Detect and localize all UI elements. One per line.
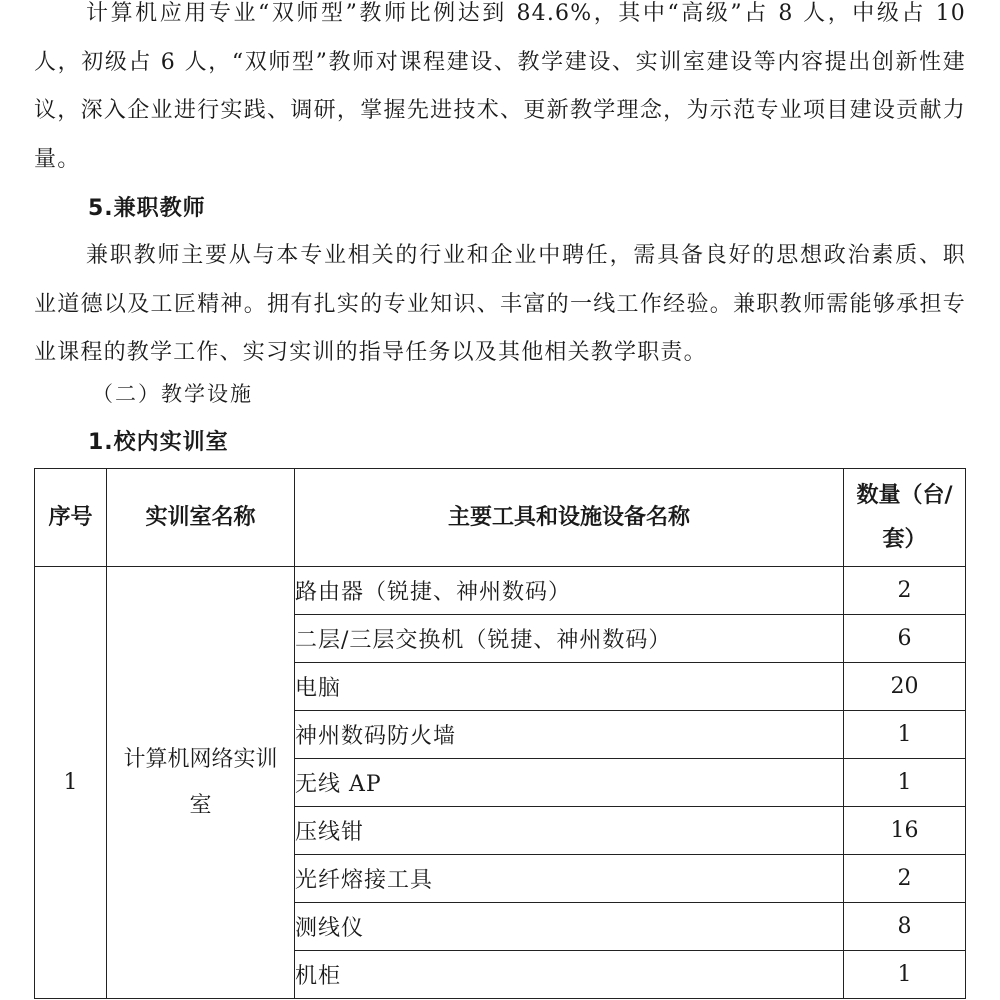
cell-tool-name: 光纤熔接工具	[295, 855, 844, 903]
cell-tool-name: 二层/三层交换机（锐捷、神州数码）	[295, 615, 844, 663]
cell-tool-name: 测线仪	[295, 903, 844, 951]
heading-teaching-facilities: （二）教学设施	[92, 382, 253, 406]
cell-quantity: 1	[844, 711, 966, 759]
equipment-table-body	[35, 567, 966, 999]
cell-room-name: 计算机网络实训室	[107, 567, 295, 999]
cell-quantity: 2	[844, 855, 966, 903]
cell-tool-name: 无线 AP	[295, 759, 844, 807]
cell-quantity: 1	[844, 951, 966, 999]
header-room-name: 实训室名称	[107, 469, 295, 567]
cell-tool-name: 路由器（锐捷、神州数码）	[295, 567, 844, 615]
paragraph-part-time-teachers: 兼职教师主要从与本专业相关的行业和企业中聘任，需具备良好的思想政治素质、职业道德以及工匠精神。拥有扎实的专业知识、丰富的一线工作经验。兼职教师需能够承担专业课程的教学工作、实习实训的指导任务以及其他相关教学职责。	[34, 243, 966, 365]
cell-serial-no: 1	[35, 567, 107, 999]
header-no: 序号	[35, 469, 107, 567]
table-row	[35, 567, 966, 615]
header-tools: 主要工具和设施设备名称	[295, 469, 844, 567]
cell-tool-name: 电脑	[295, 663, 844, 711]
cell-tool-name: 机柜	[295, 951, 844, 999]
heading-part-time-teachers: 5.兼职教师	[88, 196, 206, 221]
cell-quantity: 16	[844, 807, 966, 855]
cell-quantity: 1	[844, 759, 966, 807]
cell-tool-name: 压线钳	[295, 807, 844, 855]
table-header-row	[35, 469, 966, 567]
cell-tool-name: 神州数码防火墙	[295, 711, 844, 759]
cell-quantity: 20	[844, 663, 966, 711]
cell-quantity: 2	[844, 567, 966, 615]
equipment-table	[34, 468, 966, 999]
paragraph-dual-teacher: 计算机应用专业“双师型”教师比例达到 84.6%，其中“高级”占 8 人，中级占 10 人，初级占 6 人，“双师型”教师对课程建设、教学建设、实训室建设等内容提出创新性建议，深入企业进行实践、调研，掌握先进技术、更新教学理念，为示范专业项目建设贡献力量。	[34, 1, 966, 172]
heading-campus-training-room: 1.校内实训室	[88, 430, 229, 455]
cell-quantity: 6	[844, 615, 966, 663]
header-quantity: 数量（台/套）	[844, 469, 966, 567]
cell-quantity: 8	[844, 903, 966, 951]
